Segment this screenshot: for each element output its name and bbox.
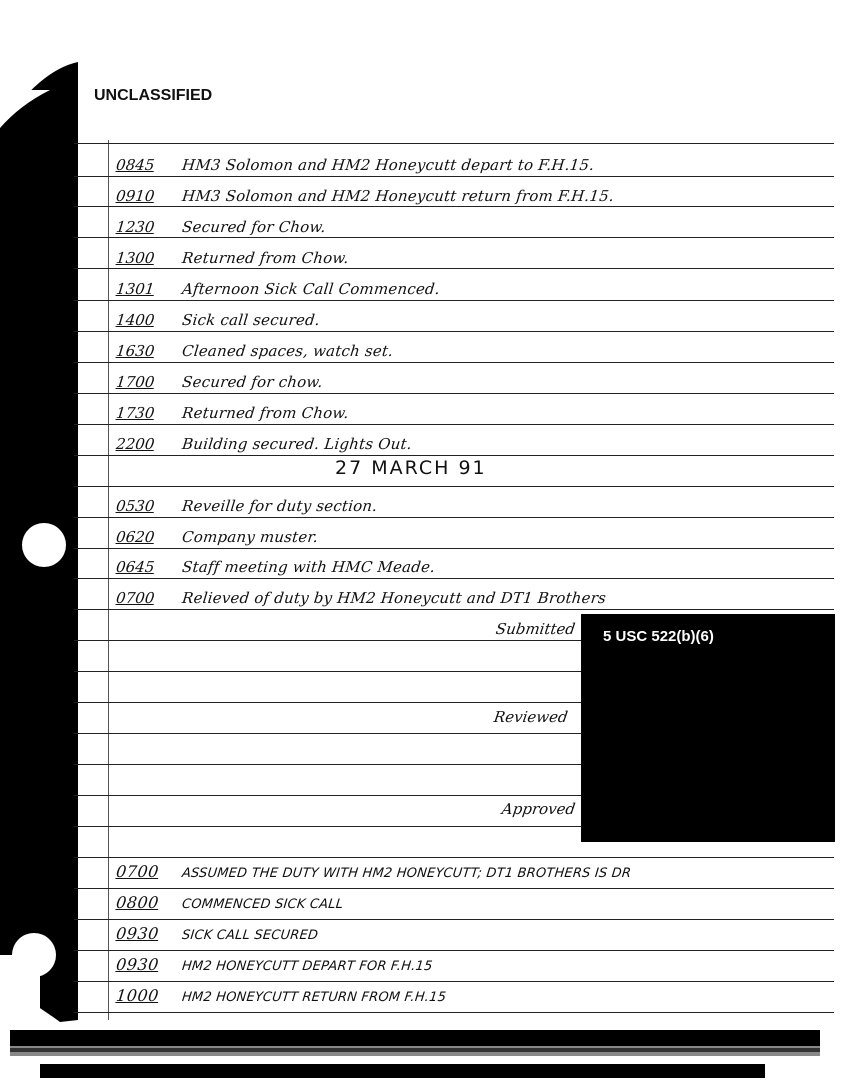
date-heading: 27 MARCH 91 (335, 457, 487, 479)
scan-bottom-edge (40, 1064, 765, 1078)
redaction-label: 5 USC 522(b)(6) (603, 628, 714, 645)
entry-time: 1230 (115, 218, 156, 236)
entry-time: 0645 (115, 558, 156, 576)
log-entry (115, 218, 327, 240)
approved-label: Approved (500, 800, 577, 818)
entry-text: Sick call secured. (181, 311, 321, 329)
entry-text: SICK CALL SECURED (181, 928, 319, 943)
entry-time: 0930 (115, 924, 160, 943)
entry-text: Cleaned spaces, watch set. (181, 342, 395, 360)
log-entry (115, 955, 434, 977)
log-entry (115, 558, 436, 580)
classification-marking: UNCLASSIFIED (94, 87, 213, 104)
log-entry (115, 924, 319, 946)
entry-time: 0700 (115, 862, 160, 881)
ruled-line (74, 486, 834, 487)
ruled-line (74, 143, 834, 144)
log-entry (115, 404, 350, 426)
entry-text: HM2 HONEYCUTT RETURN FROM F.H.15 (181, 990, 447, 1005)
entry-time: 2200 (115, 435, 156, 453)
redaction-box (581, 614, 835, 842)
entry-time: 0700 (115, 589, 156, 607)
entry-time: 0910 (115, 187, 156, 205)
log-entry (115, 497, 378, 519)
log-entry (115, 249, 350, 271)
entry-text: Secured for Chow. (181, 218, 327, 236)
entry-text: Building secured. Lights Out. (181, 435, 413, 453)
submitted-label: Submitted (494, 620, 577, 638)
entry-time: 1730 (115, 404, 156, 422)
entry-text: Reveille for duty section. (181, 497, 379, 515)
log-entry (115, 589, 607, 611)
ruled-line (74, 950, 834, 951)
entry-time: 1301 (115, 280, 156, 298)
entry-time: 0800 (115, 893, 160, 912)
entry-text: Relieved of duty by HM2 Honeycutt and DT1 Brothers (181, 589, 607, 607)
entry-text: ASSUMED THE DUTY WITH HM2 HONEYCUTT; DT1 BROTHERS IS DR (181, 866, 632, 881)
entry-text: Afternoon Sick Call Commenced. (181, 280, 441, 298)
ruled-line (74, 857, 834, 858)
entry-time: 0530 (115, 497, 156, 515)
entry-time: 1000 (115, 986, 160, 1005)
log-entry (115, 435, 413, 457)
log-entry (115, 373, 324, 395)
entry-time: 1700 (115, 373, 156, 391)
entry-text: HM2 HONEYCUTT DEPART FOR F.H.15 (181, 959, 434, 974)
ruled-line (74, 888, 834, 889)
ruled-line (74, 981, 834, 982)
reviewed-label: Reviewed (492, 708, 569, 726)
entry-time: 1300 (115, 249, 156, 267)
entry-time: 1630 (115, 342, 156, 360)
log-entry (115, 311, 321, 333)
log-entry (115, 156, 595, 178)
entry-text: COMMENCED SICK CALL (181, 897, 344, 912)
log-entry (115, 893, 345, 915)
entry-text: HM3 Solomon and HM2 Honeycutt return from F.H.15. (181, 187, 615, 205)
scan-artifact-bar (10, 1030, 820, 1060)
log-entry (115, 280, 441, 302)
ruled-line (74, 919, 834, 920)
entry-text: Company muster. (181, 528, 320, 546)
entry-time: 0620 (115, 528, 156, 546)
entry-text: HM3 Solomon and HM2 Honeycutt depart to F.H.15. (181, 156, 596, 174)
log-entry (115, 342, 394, 364)
log-entry (115, 986, 447, 1008)
entry-time: 0930 (115, 955, 160, 974)
entry-text: Returned from Chow. (181, 249, 350, 267)
log-entry (115, 862, 632, 884)
entry-text: Returned from Chow. (181, 404, 350, 422)
entry-time: 1400 (115, 311, 156, 329)
entry-time: 0845 (115, 156, 156, 174)
entry-text: Secured for chow. (181, 373, 324, 391)
log-entry (115, 187, 615, 209)
log-entry (115, 528, 319, 550)
entry-text: Staff meeting with HMC Meade. (181, 558, 437, 576)
ruled-line (74, 1012, 834, 1013)
